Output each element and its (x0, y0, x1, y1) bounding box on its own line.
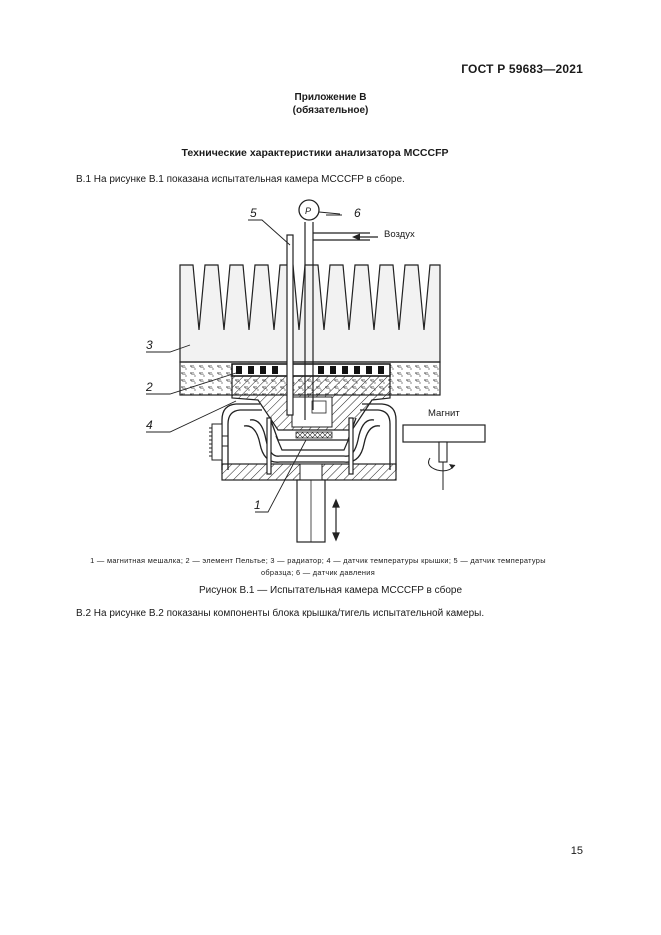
peltier-element (232, 364, 390, 376)
callout-3: 3 (146, 338, 153, 352)
paragraph-b1: В.1 На рисунке В.1 показана испытательная камера MCCCFP в сборе. (76, 174, 405, 185)
figure-legend-line-2: образца; 6 — датчик давления (260, 568, 376, 577)
magnetic-stirrer (296, 432, 332, 438)
page-number: 15 (570, 845, 583, 857)
temperature-probe-sample (287, 235, 293, 415)
section-title: Технические характеристики анализатора MCCCFP (181, 147, 449, 159)
stem (297, 480, 325, 542)
paragraph-b2: В.2 На рисунке В.2 показаны компоненты блока крышка/тигель испытательной камеры. (76, 608, 485, 619)
callout-4: 4 (146, 418, 153, 432)
appendix-subtitle: (обязательное) (292, 105, 369, 116)
figure-caption: Рисунок В.1 — Испытательная камера MCCCFP в сборе (198, 585, 463, 596)
callout-6: 6 (354, 206, 361, 220)
magnet-label: Магнит (428, 408, 460, 419)
pressure-symbol: P (305, 206, 312, 216)
standard-code: ГОСТ Р 59683—2021 (461, 62, 583, 76)
callout-2: 2 (146, 380, 153, 394)
adjustment-knob (209, 424, 228, 460)
magnet (403, 425, 485, 490)
callout-1: 1 (254, 498, 261, 512)
appendix-title: Приложение В (294, 92, 367, 103)
figure-legend-line-1: 1 — магнитная мешалка; 2 — элемент Пельтье; 3 — радиатор; 4 — датчик температуры крышки; 5 — датчик температуры (90, 556, 546, 565)
vertical-motion-arrow (333, 500, 339, 540)
radiator (180, 265, 440, 362)
air-label: Воздух (384, 229, 415, 240)
callout-5: 5 (250, 206, 257, 220)
